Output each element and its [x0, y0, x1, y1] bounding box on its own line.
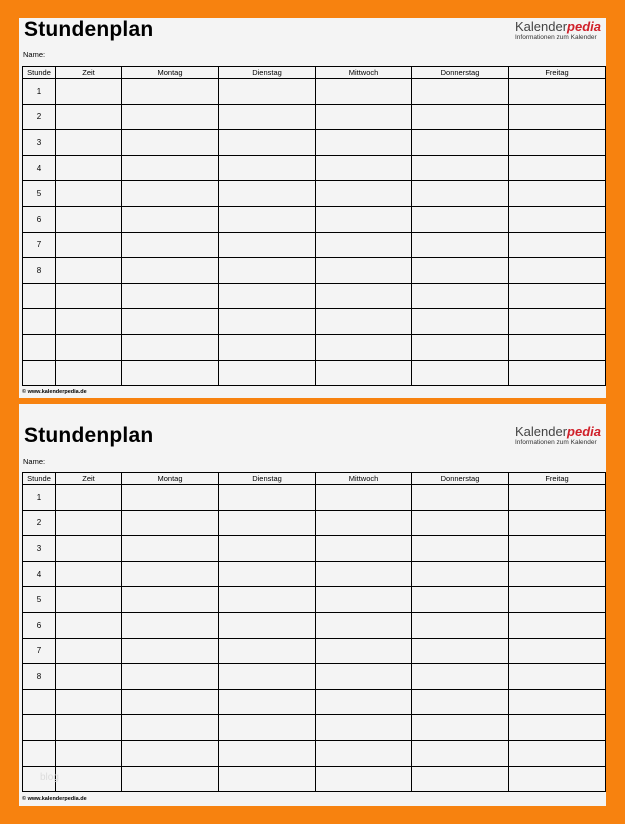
schedule-cell[interactable]	[56, 79, 122, 105]
schedule-cell[interactable]	[219, 510, 316, 536]
lesson-number	[23, 360, 56, 386]
schedule-cell[interactable]	[56, 130, 122, 156]
schedule-cell[interactable]	[316, 766, 412, 792]
footer-copyright: © www.kalenderpedia.de	[22, 389, 87, 395]
lesson-number: 6	[23, 206, 56, 232]
logo-wordmark	[515, 425, 601, 438]
schedule-cell[interactable]	[219, 232, 316, 258]
schedule-cell[interactable]	[316, 232, 412, 258]
schedule-cell[interactable]	[316, 258, 412, 284]
table-row	[23, 181, 606, 207]
schedule-cell[interactable]	[316, 334, 412, 360]
schedule-cell[interactable]	[412, 485, 509, 511]
schedule-cell[interactable]	[509, 130, 606, 156]
table-row	[23, 206, 606, 232]
table-row	[23, 766, 606, 792]
schedule-cell[interactable]	[412, 510, 509, 536]
schedule-cell[interactable]	[122, 130, 219, 156]
schedule-cell[interactable]	[219, 258, 316, 284]
schedule-cell[interactable]	[316, 638, 412, 664]
schedule-cell[interactable]	[219, 309, 316, 335]
timetable-body	[23, 79, 606, 386]
schedule-cell[interactable]	[56, 612, 122, 638]
lesson-number: 8	[23, 258, 56, 284]
schedule-cell[interactable]	[316, 510, 412, 536]
schedule-cell[interactable]	[509, 740, 606, 766]
schedule-cell[interactable]	[509, 283, 606, 309]
table-row	[23, 536, 606, 562]
column-header: Montag	[122, 67, 219, 79]
logo-accent-text: pedia	[567, 19, 601, 34]
column-header: Dienstag	[219, 473, 316, 485]
schedule-cell[interactable]	[412, 309, 509, 335]
column-header: Freitag	[509, 473, 606, 485]
schedule-cell[interactable]	[219, 130, 316, 156]
timetable-body	[23, 485, 606, 792]
schedule-cell[interactable]	[122, 766, 219, 792]
lesson-number: 1	[23, 485, 56, 511]
schedule-cell[interactable]	[56, 485, 122, 511]
lesson-number: 2	[23, 104, 56, 130]
schedule-cell[interactable]	[56, 587, 122, 613]
header-row	[23, 67, 606, 79]
table-row	[23, 715, 606, 741]
name-label: Name:	[23, 457, 46, 466]
lesson-number	[23, 309, 56, 335]
schedule-cell[interactable]	[509, 612, 606, 638]
schedule-cell[interactable]	[509, 206, 606, 232]
schedule-cell[interactable]	[316, 536, 412, 562]
schedule-cell[interactable]	[509, 155, 606, 181]
schedule-cell[interactable]	[412, 334, 509, 360]
schedule-cell[interactable]	[122, 360, 219, 386]
schedule-cell[interactable]	[56, 258, 122, 284]
schedule-cell[interactable]	[509, 232, 606, 258]
schedule-cell[interactable]	[509, 510, 606, 536]
schedule-cell[interactable]	[122, 638, 219, 664]
schedule-cell[interactable]	[316, 561, 412, 587]
schedule-cell[interactable]	[219, 689, 316, 715]
schedule-cell[interactable]	[509, 258, 606, 284]
timetable-grid	[22, 66, 606, 386]
schedule-cell[interactable]	[412, 206, 509, 232]
schedule-cell[interactable]	[219, 561, 316, 587]
lesson-number: 6	[23, 612, 56, 638]
table-row	[23, 612, 606, 638]
schedule-cell[interactable]	[219, 79, 316, 105]
table-row	[23, 309, 606, 335]
schedule-cell[interactable]	[56, 334, 122, 360]
schedule-cell[interactable]	[219, 206, 316, 232]
logo-tagline: Informationen zum Kalender	[514, 439, 597, 446]
schedule-cell[interactable]	[412, 561, 509, 587]
schedule-cell[interactable]	[316, 206, 412, 232]
schedule-cell[interactable]	[219, 536, 316, 562]
schedule-cell[interactable]	[219, 612, 316, 638]
schedule-cell[interactable]	[316, 79, 412, 105]
schedule-cell[interactable]	[509, 536, 606, 562]
schedule-cell[interactable]	[412, 689, 509, 715]
schedule-cell[interactable]	[509, 79, 606, 105]
schedule-cell[interactable]	[56, 360, 122, 386]
schedule-cell[interactable]	[56, 536, 122, 562]
table-row	[23, 510, 606, 536]
schedule-cell[interactable]	[509, 485, 606, 511]
column-header: Mittwoch	[316, 473, 412, 485]
schedule-cell[interactable]	[122, 155, 219, 181]
logo-main-text: Kalender	[514, 19, 568, 34]
schedule-cell[interactable]	[56, 181, 122, 207]
schedule-cell[interactable]	[412, 79, 509, 105]
schedule-cell[interactable]	[56, 232, 122, 258]
schedule-cell[interactable]	[412, 740, 509, 766]
schedule-cell[interactable]	[56, 309, 122, 335]
table-row	[23, 561, 606, 587]
table-row	[23, 79, 606, 105]
schedule-cell[interactable]	[219, 740, 316, 766]
schedule-cell[interactable]	[219, 181, 316, 207]
table-row	[23, 485, 606, 511]
schedule-cell[interactable]	[412, 232, 509, 258]
schedule-cell[interactable]	[412, 104, 509, 130]
schedule-cell[interactable]	[219, 587, 316, 613]
table-row	[23, 232, 606, 258]
schedule-cell[interactable]	[56, 689, 122, 715]
schedule-cell[interactable]	[509, 664, 606, 690]
kalenderpedia-logo	[515, 425, 601, 447]
lesson-number: 5	[23, 587, 56, 613]
schedule-cell[interactable]	[316, 689, 412, 715]
schedule-cell[interactable]	[122, 715, 219, 741]
schedule-cell[interactable]	[56, 561, 122, 587]
table-row	[23, 360, 606, 386]
schedule-cell[interactable]	[316, 104, 412, 130]
lesson-number	[23, 334, 56, 360]
lesson-number: 7	[23, 638, 56, 664]
page-title: Stundenplan	[24, 18, 154, 41]
lesson-number: 2	[23, 510, 56, 536]
lesson-number: 5	[23, 181, 56, 207]
schedule-cell[interactable]	[56, 104, 122, 130]
logo-accent-text: pedia	[567, 424, 601, 439]
schedule-cell[interactable]	[509, 561, 606, 587]
schedule-cell[interactable]	[412, 258, 509, 284]
schedule-cell[interactable]	[122, 283, 219, 309]
schedule-cell[interactable]	[56, 283, 122, 309]
lesson-number: 3	[23, 536, 56, 562]
schedule-cell[interactable]	[56, 206, 122, 232]
schedule-cell[interactable]	[122, 232, 219, 258]
kalenderpedia-logo	[515, 20, 601, 42]
schedule-cell[interactable]	[122, 561, 219, 587]
schedule-cell[interactable]	[412, 155, 509, 181]
table-row	[23, 587, 606, 613]
schedule-cell[interactable]	[122, 536, 219, 562]
schedule-cell[interactable]	[509, 334, 606, 360]
schedule-cell[interactable]	[316, 283, 412, 309]
schedule-cell[interactable]	[122, 510, 219, 536]
schedule-cell[interactable]	[316, 740, 412, 766]
schedule-cell[interactable]	[316, 587, 412, 613]
schedule-cell[interactable]	[219, 638, 316, 664]
schedule-cell[interactable]	[219, 485, 316, 511]
schedule-cell[interactable]	[219, 664, 316, 690]
schedule-cell[interactable]	[56, 715, 122, 741]
header-row	[23, 473, 606, 485]
schedule-cell[interactable]	[509, 689, 606, 715]
logo-main-text: Kalender	[514, 424, 568, 439]
lesson-number: 4	[23, 561, 56, 587]
schedule-cell[interactable]	[412, 587, 509, 613]
schedule-cell[interactable]	[509, 587, 606, 613]
schedule-cell[interactable]	[219, 766, 316, 792]
schedule-cell[interactable]	[122, 309, 219, 335]
schedule-cell[interactable]	[509, 104, 606, 130]
table-row	[23, 334, 606, 360]
timetable-grid	[22, 472, 606, 792]
table-row	[23, 283, 606, 309]
schedule-cell[interactable]	[509, 181, 606, 207]
table-row	[23, 104, 606, 130]
column-header: Zeit	[56, 67, 122, 79]
table-row	[23, 258, 606, 284]
schedule-cell[interactable]	[509, 638, 606, 664]
lesson-number: 1	[23, 79, 56, 105]
schedule-cell[interactable]	[412, 612, 509, 638]
column-header: Freitag	[509, 67, 606, 79]
lesson-number: 3	[23, 130, 56, 156]
schedule-cell[interactable]	[122, 612, 219, 638]
schedule-cell[interactable]	[56, 638, 122, 664]
schedule-cell[interactable]	[316, 664, 412, 690]
schedule-cell[interactable]	[122, 79, 219, 105]
column-header: Zeit	[56, 473, 122, 485]
schedule-cell[interactable]	[122, 104, 219, 130]
lesson-number	[23, 715, 56, 741]
lesson-number: 8	[23, 664, 56, 690]
schedule-cell[interactable]	[219, 155, 316, 181]
schedule-cell[interactable]	[412, 360, 509, 386]
schedule-cell[interactable]	[219, 104, 316, 130]
schedule-cell[interactable]	[122, 740, 219, 766]
name-label: Name:	[23, 50, 46, 59]
schedule-cell[interactable]	[56, 740, 122, 766]
logo-tagline: Informationen zum Kalender	[514, 34, 597, 41]
schedule-cell[interactable]	[122, 334, 219, 360]
schedule-cell[interactable]	[412, 766, 509, 792]
lesson-number	[23, 283, 56, 309]
schedule-cell[interactable]	[122, 258, 219, 284]
schedule-cell[interactable]	[316, 612, 412, 638]
column-header: Mittwoch	[316, 67, 412, 79]
schedule-cell[interactable]	[122, 206, 219, 232]
schedule-cell[interactable]	[316, 155, 412, 181]
schedule-cell[interactable]	[122, 664, 219, 690]
schedule-cell[interactable]	[412, 664, 509, 690]
column-header: Stunde	[23, 473, 56, 485]
schedule-cell[interactable]	[219, 360, 316, 386]
schedule-cell[interactable]	[56, 664, 122, 690]
column-header: Stunde	[23, 67, 56, 79]
schedule-cell[interactable]	[316, 360, 412, 386]
table-row	[23, 130, 606, 156]
lesson-number: 4	[23, 155, 56, 181]
table-row	[23, 740, 606, 766]
schedule-cell[interactable]	[122, 485, 219, 511]
schedule-cell[interactable]	[56, 510, 122, 536]
footer-copyright: © www.kalenderpedia.de	[22, 796, 87, 802]
schedule-cell[interactable]	[509, 309, 606, 335]
lesson-number	[23, 689, 56, 715]
schedule-cell[interactable]	[509, 766, 606, 792]
watermark-text: blog	[40, 772, 59, 783]
table-row	[23, 155, 606, 181]
schedule-sheet-top	[19, 18, 606, 398]
schedule-cell[interactable]	[316, 130, 412, 156]
schedule-cell[interactable]	[219, 283, 316, 309]
schedule-cell[interactable]	[122, 689, 219, 715]
schedule-cell[interactable]	[316, 715, 412, 741]
column-header: Montag	[122, 473, 219, 485]
schedule-cell[interactable]	[509, 360, 606, 386]
schedule-cell[interactable]	[412, 715, 509, 741]
schedule-cell[interactable]	[412, 536, 509, 562]
schedule-cell[interactable]	[316, 309, 412, 335]
page-title: Stundenplan	[24, 424, 154, 447]
schedule-cell[interactable]	[122, 587, 219, 613]
column-header: Dienstag	[219, 67, 316, 79]
schedule-sheet-bottom	[19, 404, 606, 806]
logo-wordmark	[515, 20, 601, 33]
schedule-cell[interactable]	[56, 155, 122, 181]
table-row	[23, 664, 606, 690]
schedule-cell[interactable]	[509, 715, 606, 741]
table-row	[23, 689, 606, 715]
schedule-cell[interactable]	[122, 181, 219, 207]
schedule-cell[interactable]	[412, 638, 509, 664]
schedule-cell[interactable]	[412, 283, 509, 309]
lesson-number: 7	[23, 232, 56, 258]
schedule-cell[interactable]	[219, 715, 316, 741]
schedule-cell[interactable]	[316, 485, 412, 511]
table-row	[23, 638, 606, 664]
schedule-cell[interactable]	[412, 130, 509, 156]
schedule-cell[interactable]	[316, 181, 412, 207]
column-header: Donnerstag	[412, 67, 509, 79]
column-header: Donnerstag	[412, 473, 509, 485]
lesson-number	[23, 740, 56, 766]
schedule-cell[interactable]	[219, 334, 316, 360]
schedule-cell[interactable]	[412, 181, 509, 207]
schedule-cell[interactable]	[56, 766, 122, 792]
